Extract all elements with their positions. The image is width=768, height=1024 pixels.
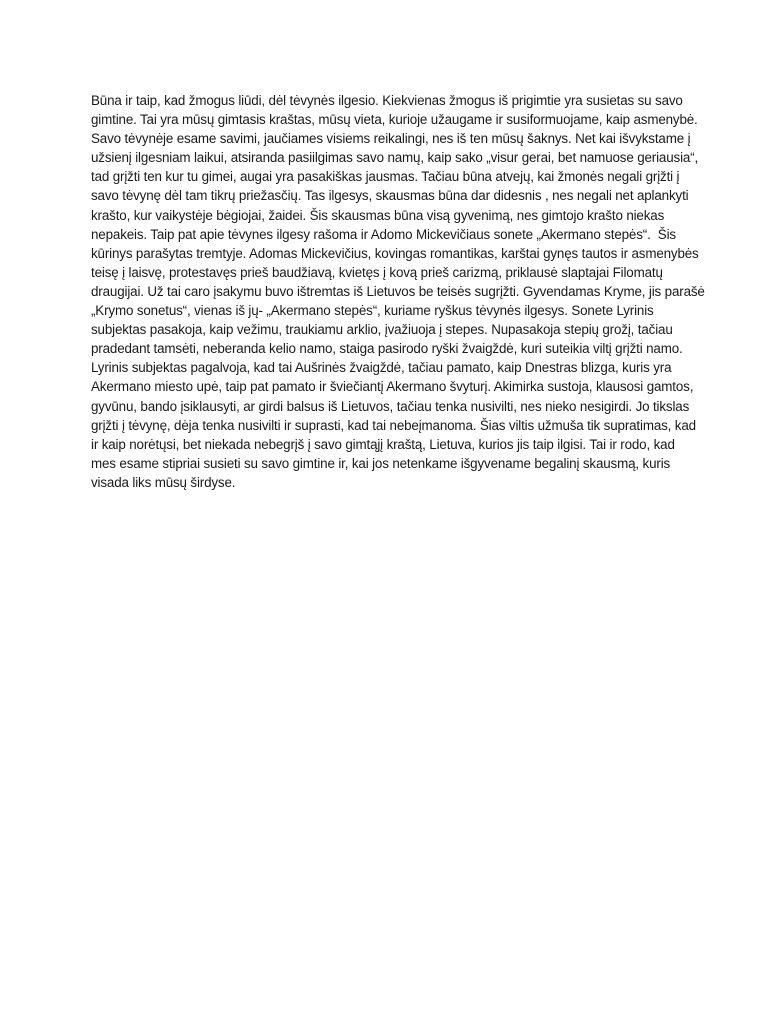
text-line: gimtine. Tai yra mūsų gimtasis kraštas, mūsų vieta, kurioje užaugame ir susiformuojame, kaip asmenybė. — [91, 112, 698, 128]
text-line: draugijai. Už tai caro įsakymu buvo ištremtas iš Lietuvos be teisės sugrįžti. Gyvendamas Kryme, jis parašė — [91, 283, 705, 299]
text-line: teisę į laisvę, protestavęs prieš baudžiavą, kvietęs į kovą prieš carizmą, priklausė slaptajai Filomatų — [91, 264, 663, 280]
text-line: Savo tėvynėje esame savimi, jaučiames visiems reikalingi, nes iš ten mūsų šaknys. Net kai išvykstame į — [91, 131, 691, 147]
text-line: užsienį ilgesniam laikui, atsiranda pasiilgimas savo namų, kaip sako „visur gerai, bet namuose geriausia“, — [91, 150, 699, 166]
text-line: gyvūnu, bando įsiklausyti, ar girdi balsus iš Lietuvos, tačiau tenka nusivilti, nes nieko nesigirdi. Jo tikslas — [91, 398, 690, 414]
text-line: ir kaip norėtųsi, bet niekada nebegrįš į savo gimtąjį kraštą, Lietuva, kurios jis taip ilgisi. Tai ir rodo, kad — [91, 436, 675, 452]
text-line: grįžti į tėvynę, dėja tenka nusivilti ir suprasti, kad tai nebeįmanoma. Šias viltis užmuša tik supratimas, kad — [91, 417, 696, 433]
essay-paragraph — [91, 91, 711, 492]
text-line: visada liks mūsų širdyse. — [91, 474, 236, 490]
text-line: nepakeis. Taip pat apie tėvynes ilgesy rašoma ir Adomo Mickevičiaus sonete „Akermano stepės“. Šis — [91, 226, 676, 242]
text-line: kūrinys parašytas tremtyje. Adomas Mickevičius, kovingas romantikas, karštai gynęs tautos ir asmenybės — [91, 245, 699, 261]
text-line: Akermano miesto upė, taip pat pamato ir šviečiantį Akermano švyturį. Akimirka sustoja, klausosi gamtos, — [91, 379, 694, 395]
text-line: Lyrinis subjektas pagalvoja, kad tai Aušrinės žvaigždė, tačiau pamato, kaip Dnestras blizga, kuris yra — [91, 360, 672, 376]
text-line: tad grįžti ten kur tu gimei, augai yra pasakiškas jausmas. Tačiau būna atvejų, kai žmonės negali grįžti į — [91, 169, 680, 185]
text-line: krašto, kur vaikystėje bėgiojai, žaidei. Šis skausmas būna visą gyvenimą, nes gimtojo krašto niekas — [91, 207, 665, 223]
text-line: Būna ir taip, kad žmogus liūdi, dėl tėvynės ilgesio. Kiekvienas žmogus iš prigimtie yra susietas su savo — [91, 93, 683, 108]
text-line: „Krymo sonetus“, vienas iš jų- „Akermano stepės“, kuriame ryškus tėvynės ilgesys. Sonete Lyrinis — [91, 303, 654, 319]
text-line: mes esame stipriai susieti su savo gimtine ir, kai jos netenkame išgyvename begalinį skausmą, kuris — [91, 455, 671, 471]
text-line: subjektas pasakoja, kaip vežimu, traukiamu arklio, įvažiuoja į stepes. Nupasakoja stepių grožį, tačiau — [91, 322, 673, 338]
text-line: pradedant tamsėti, neberanda kelio namo, staiga pasirodo ryški žvaigždė, kuri suteikia viltį grįžti namo. — [91, 341, 683, 357]
text-line: savo tėvynę dėl tam tikrų priežasčių. Tas ilgesys, skausmas būna dar didesnis , nes negali net aplankyti — [91, 188, 689, 204]
